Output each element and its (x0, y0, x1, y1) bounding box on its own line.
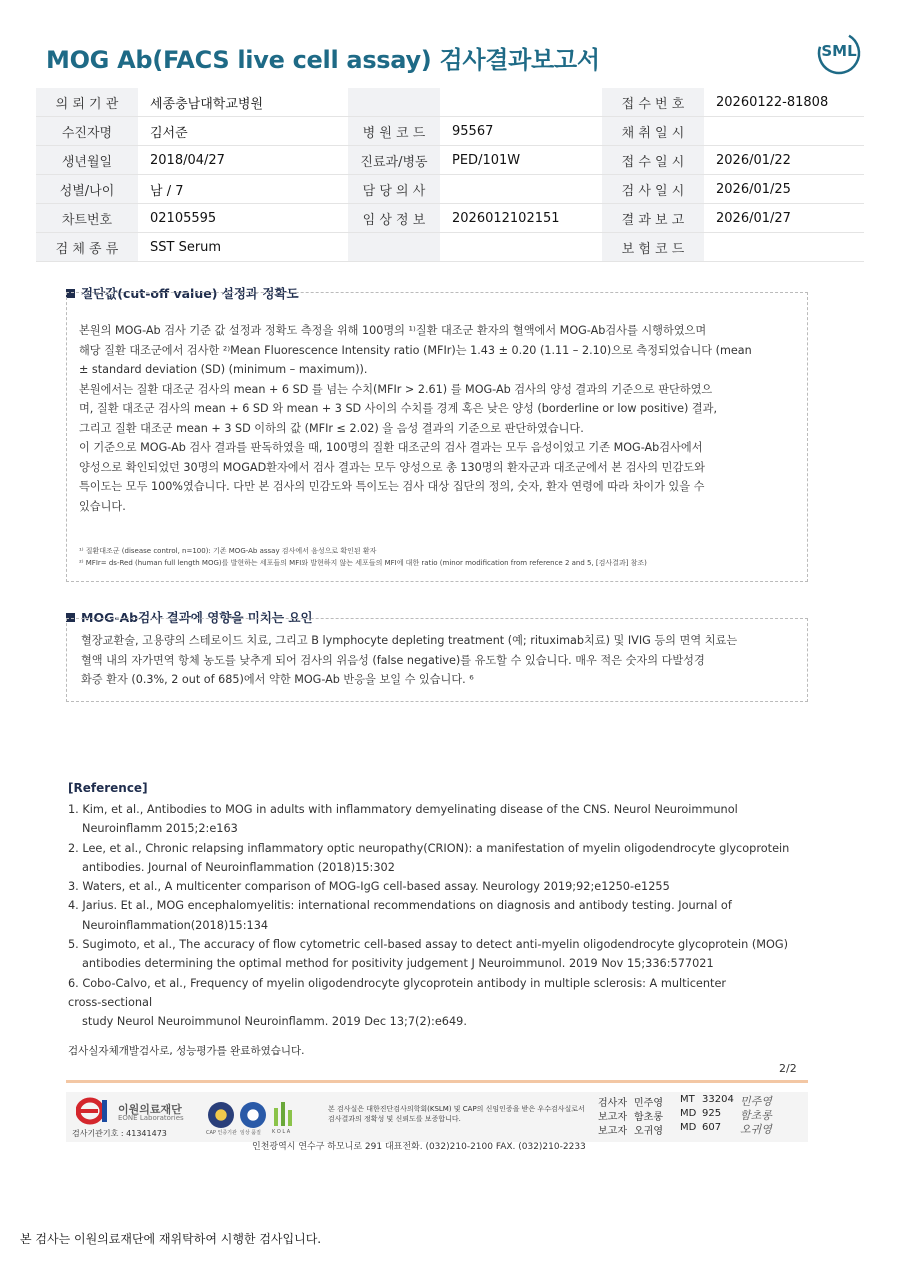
reference-line: Neuroinflamm 2015;2:e163 (82, 822, 238, 836)
reference-line: 2. Lee, et al., Chronic relapsing inflammatory optic neuropathy(CRION): a manifestation of myelin oligodendrocyte glycoprotein (68, 841, 790, 855)
info-label: 담 당 의 사 (348, 175, 440, 204)
kola-badge-caption: K O L A (272, 1129, 291, 1135)
staff-lic: MD (680, 1108, 697, 1119)
info-label: 보 험 코 드 (602, 233, 704, 262)
section-cutoff-title: 절단값(cut-off value) 설정과 정확도 (81, 286, 299, 301)
info-label: 병 원 코 드 (348, 117, 440, 146)
info-label: 채 취 일 시 (602, 117, 704, 146)
info-label: 수진자명 (36, 117, 138, 146)
cutoff-text-line: 양성으로 확인되었던 30명의 MOGAD환자에서 검사 결과는 모두 양성으로 총 130명의 환자군과 대조군에서 본 검사의 민감도와 (79, 460, 705, 474)
sml-logo (816, 30, 862, 76)
quality-badge-caption: 임상 품질 (240, 1130, 261, 1136)
reference-line: cross-sectional (68, 995, 153, 1009)
info-label: 진료과/병동 (348, 146, 440, 175)
section-cutoff-box (66, 292, 808, 582)
factors-text-line: 혈액 내의 자가면역 항체 농도를 낮추게 되어 검사의 위음성 (false negative)를 유도할 수 있습니다. 매우 적은 숫자의 다발성경 (81, 653, 705, 667)
cutoff-text-line: 있습니다. (79, 499, 126, 513)
kola-badge-icon (272, 1100, 294, 1128)
section-factors-text (81, 631, 803, 690)
staff-lic: MT (680, 1094, 695, 1105)
factors-text-line: 혈장교환술, 고용량의 스테로이드 치료, 그리고 B lymphocyte depleting treatment (예; rituximab치료) 및 IVIG 등의 면역 치료는 (81, 634, 738, 647)
staff-role: 보고자 (598, 1126, 627, 1137)
lab-address: 인천광역시 연수구 하모니로 291 대표전화. (032)210-2100 FAX. (032)210-2233 (252, 1142, 586, 1152)
staff-name: 함초롱 (634, 1112, 663, 1123)
cap-badge-caption: CAP 인증기관 (206, 1130, 237, 1136)
info-label: 결 과 보 고 (602, 204, 704, 233)
staff-no: 607 (702, 1122, 722, 1133)
reference-line: 4. Jarius. Et al., MOG encephalomyelitis: international recommendations on diagnosis and antibody testing. Journal of (68, 899, 732, 913)
lab-footer (66, 1092, 808, 1142)
info-value: PED/101W (440, 146, 602, 175)
info-row (36, 88, 864, 117)
staff-name: 오귀영 (634, 1126, 663, 1137)
lab-name: 이원의료재단 (118, 1103, 182, 1116)
info-label: 검 사 일 시 (602, 175, 704, 204)
cutoff-text-line: 본원에서는 질환 대조군 검사의 mean + 6 SD 를 넘는 수치(MFIr > 2.61) 를 MOG-Ab 검사의 양성 결과의 기준으로 판단하였으 (79, 382, 713, 396)
info-value (440, 88, 602, 117)
cutoff-text-line: 며, 질환 대조군 검사의 mean + 6 SD 와 mean + 3 SD 사이의 수치를 경계 혹은 낮은 양성 (borderline or low positive) 결과, (79, 402, 718, 415)
reference-line: antibodies determining the optimal method for positivity judgement J Neuroimmunol. 2019 Nov 15;336:577021 (82, 957, 714, 971)
info-label: 생년월일 (36, 146, 138, 175)
footnote-line: ¹⁾ 질환대조군 (disease control, n=100): 기존 MOG-Ab assay 검사에서 음성으로 확인된 환자 (79, 547, 377, 555)
info-row (36, 233, 864, 262)
info-row (36, 146, 864, 175)
info-value: SST Serum (138, 233, 348, 262)
info-value: 95567 (440, 117, 602, 146)
info-value: 남 / 7 (138, 175, 348, 204)
section-factors-title: MOG-Ab검사 결과에 영향을 미치는 요인 (81, 610, 313, 625)
info-value: 2026012102151 (440, 204, 602, 233)
staff-signature: 민주영 (740, 1095, 772, 1108)
cutoff-text-line: 해당 질환 대조군에서 검사한 ²⁾Mean Fluorescence Intensity ratio (MFIr)는 1.43 ± 0.20 (1.11 – 2.10)으로 측정되었습니다 (mean (79, 343, 752, 357)
info-value (440, 175, 602, 204)
info-value: 20260122-81808 (704, 88, 864, 117)
info-label (348, 88, 440, 117)
reference-line: 5. Sugimoto, et al., The accuracy of flow cytometric cell-based assay to detect anti-myelin oligodendrocyte glycoprotein (MOG) (68, 938, 789, 952)
outsourcing-note: 본 검사는 이원의료재단에 재위탁하여 시행한 검사입니다. (20, 1232, 322, 1246)
staff-no: 33204 (702, 1094, 734, 1105)
lab-name-english: EONE Laboratories (118, 1114, 184, 1122)
cutoff-text-line: 본원의 MOG-Ab 검사 기준 값 설정과 정확도 측정을 위해 100명의 ¹⁾질환 대조군 환자의 혈액에서 MOG-Ab검사를 시행하였으며 (79, 324, 707, 337)
staff-signature: 오귀영 (740, 1123, 772, 1136)
footer-divider (66, 1080, 808, 1083)
reference-list (68, 800, 808, 1032)
cutoff-text-line: 이 기준으로 MOG-Ab 검사 결과를 판독하였을 때, 100명의 질환 대조군의 검사 결과는 모두 음성이었고 기존 MOG-Ab검사에서 (79, 441, 703, 454)
reference-line: 6. Cobo-Calvo, et al., Frequency of myelin oligodendrocyte glycoprotein antibody in multiple sclerosis: A multicenter (68, 976, 727, 990)
info-label: 접 수 번 호 (602, 88, 704, 117)
info-label: 의 뢰 기 관 (36, 88, 138, 117)
cutoff-text-line: ± standard deviation (SD) (minimum – maximum)). (79, 363, 368, 376)
info-row (36, 117, 864, 146)
reference-heading: [Reference] (68, 781, 148, 795)
reference-line: study Neurol Neuroimmunol Neuroinflamm. 2019 Dec 13;7(2):e649. (82, 1015, 467, 1029)
info-value (704, 233, 864, 262)
page-number: 2/2 (779, 1062, 797, 1075)
section-cutoff-text (79, 321, 801, 516)
staff-role: 보고자 (598, 1112, 627, 1123)
factors-text-line: 화증 환자 (0.3%, 2 out of 685)에서 약한 MOG-Ab 반응을 보일 수 있습니다. ⁶ (81, 673, 474, 686)
eone-logo-icon (76, 1096, 110, 1126)
footnote-line: ²⁾ MFIr= ds-Red (human full length MOG)를 발현하는 세포들의 MFI와 발현하지 않는 세포들의 MFI에 대한 ratio (minor modification from reference 2 and 5, [검사결과] 참조) (79, 559, 647, 567)
certification-note: 본 검사실은 대한진단검사의학회(KSLM) 및 CAP의 신임인증을 받은 우수검사실로서 검사결과의 정확성 및 신뢰도를 보증합니다. (328, 1105, 585, 1123)
cutoff-text-line: 그리고 질환 대조군 mean + 3 SD 이하의 값 (MFIr ≤ 2.02) 을 음성 결과의 기준으로 판단하였습니다. (79, 421, 584, 435)
info-label: 임 상 정 보 (348, 204, 440, 233)
info-label (348, 233, 440, 262)
info-value: 2026/01/22 (704, 146, 864, 175)
staff-name: 민주영 (634, 1098, 663, 1109)
staff-signature: 함초롱 (740, 1109, 772, 1122)
staff-lic: MD (680, 1122, 697, 1133)
info-label: 성별/나이 (36, 175, 138, 204)
staff-role: 검사자 (598, 1098, 627, 1109)
reference-line: 3. Waters, et al., A multicenter comparison of MOG-IgG cell-based assay. Neurology 2019;92;e1250-e1255 (68, 880, 670, 894)
reference-line: Neuroinflammation(2018)15:134 (82, 918, 269, 932)
info-value (440, 233, 602, 262)
info-label: 접 수 일 시 (602, 146, 704, 175)
patient-info-table (36, 88, 864, 262)
institution-code: 검사기관기호 : 41341473 (72, 1129, 167, 1138)
reference-line: 1. Kim, et al., Antibodies to MOG in adults with inflammatory demyelinating disease of the CNS. Neurol Neuroimmunol (68, 803, 738, 816)
info-value: 2018/04/27 (138, 146, 348, 175)
staff-no: 925 (702, 1108, 722, 1119)
info-value: 2026/01/25 (704, 175, 864, 204)
validation-statement: 검사실자체개발검사로, 성능평가를 완료하였습니다. (68, 1045, 305, 1057)
info-row (36, 204, 864, 233)
info-value (704, 117, 864, 146)
report-title: MOG Ab(FACS live cell assay) 검사결과보고서 (46, 46, 600, 74)
info-value: 세종충남대학교병원 (138, 88, 348, 117)
info-row (36, 175, 864, 204)
cap-badge-icon (208, 1102, 234, 1128)
sml-logo-text: SML (821, 42, 857, 60)
info-value: 2026/01/27 (704, 204, 864, 233)
section-cutoff-footnotes (79, 545, 801, 569)
quality-badge-icon (240, 1102, 266, 1128)
info-value: 02105595 (138, 204, 348, 233)
cutoff-text-line: 특이도는 모두 100%였습니다. 다만 본 검사의 민감도와 특이도는 검사 대상 집단의 정의, 숫자, 환자 연령에 따라 차이가 있을 수 (79, 480, 705, 493)
info-label: 차트번호 (36, 204, 138, 233)
info-label: 검 체 종 류 (36, 233, 138, 262)
info-value: 김서준 (138, 117, 348, 146)
reference-line: antibodies. Journal of Neuroinflammation (2018)15:302 (82, 860, 395, 874)
section-factors-box (66, 618, 808, 702)
